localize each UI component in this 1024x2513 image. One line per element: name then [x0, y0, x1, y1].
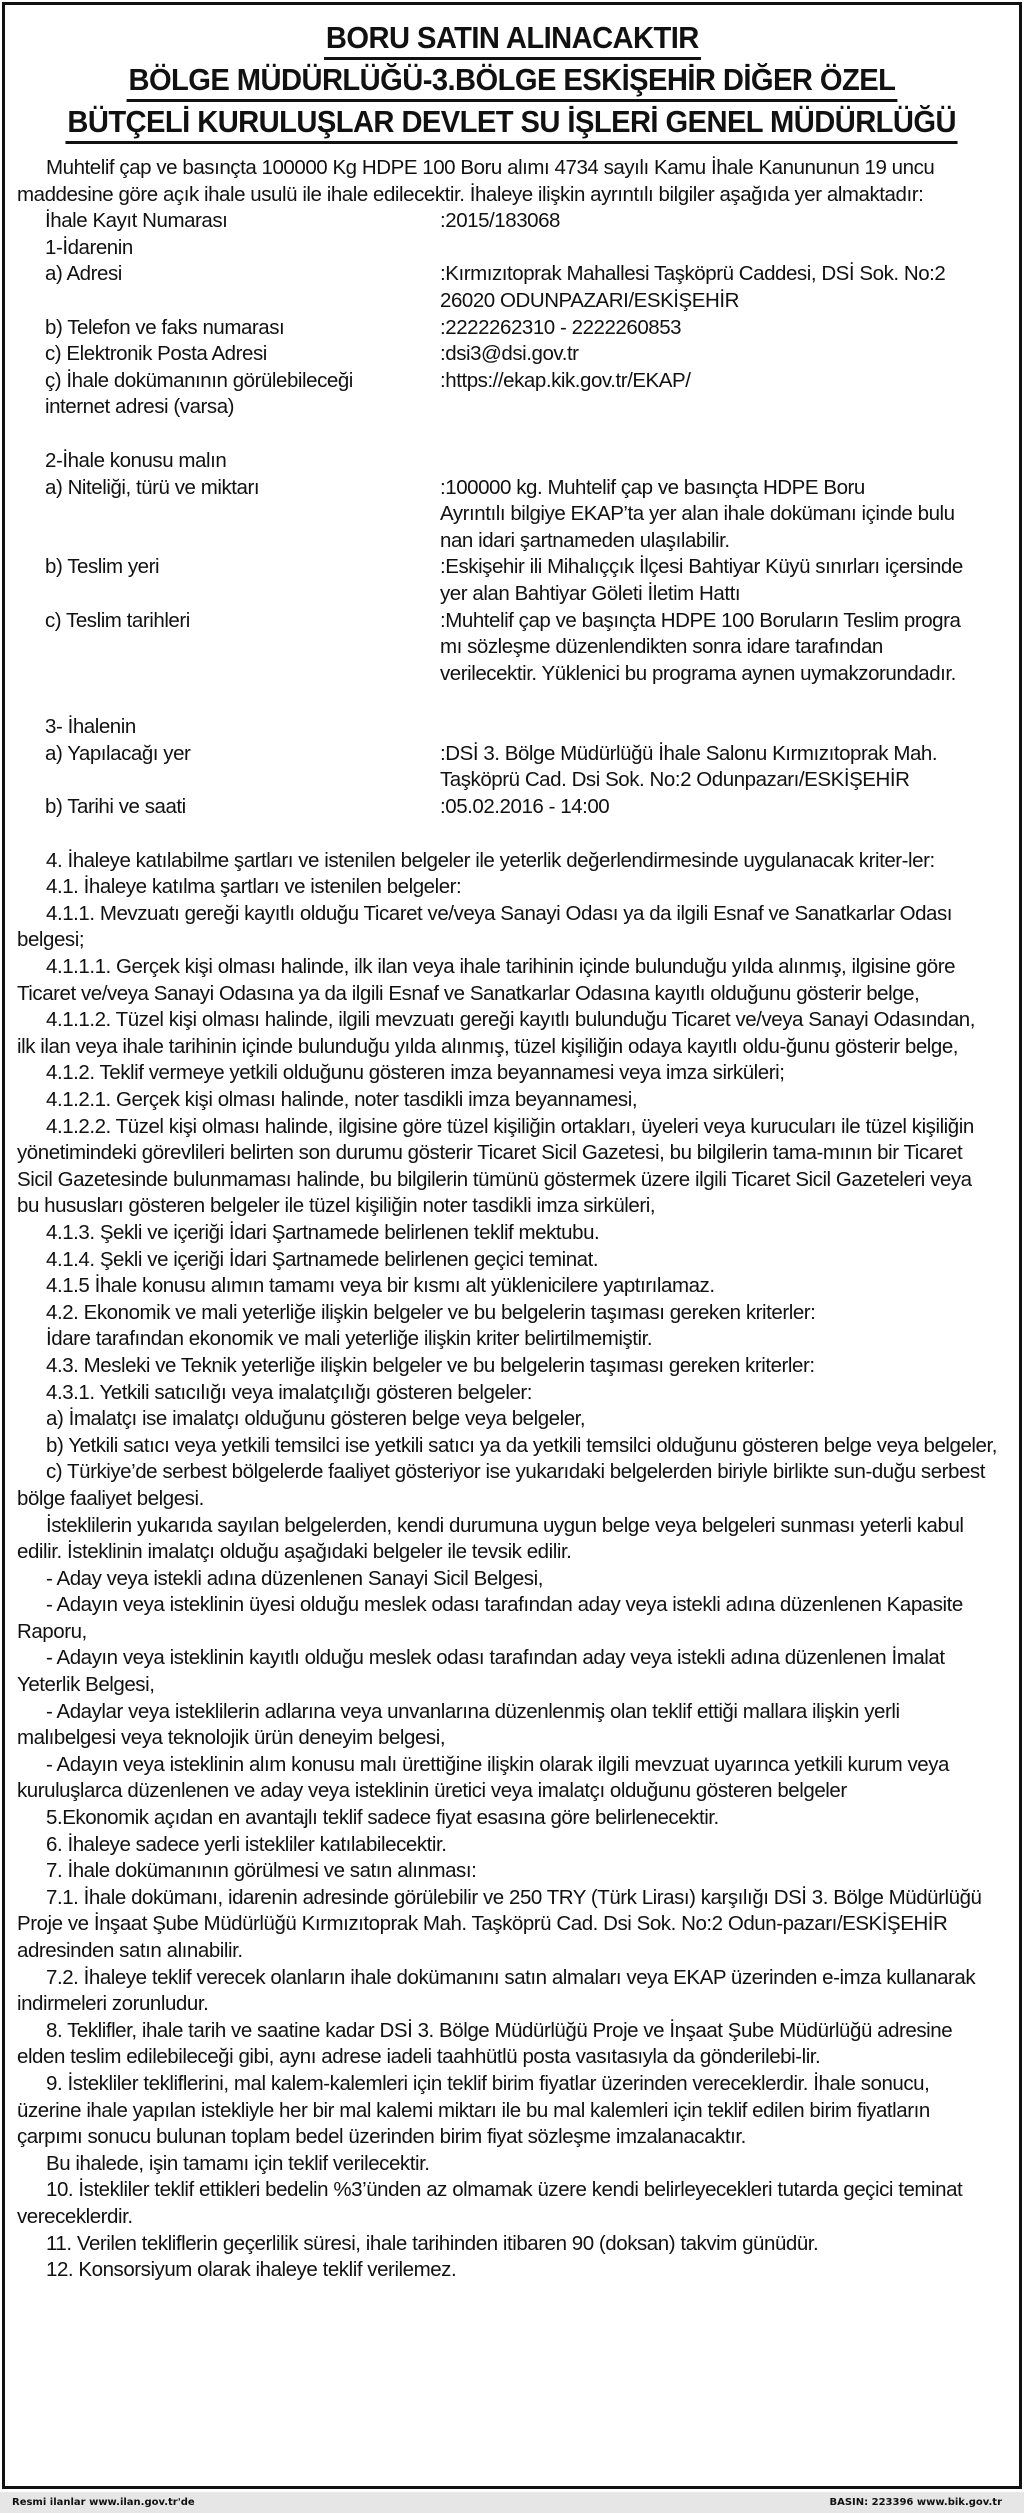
footer-official-notices-link[interactable]: Resmi ilanlar www.ilan.gov.tr'de: [12, 2497, 195, 2508]
section-1-row: [17, 261, 997, 314]
row-value: :2222262310 - 2222260853: [440, 315, 682, 339]
paragraph: 4.3. Mesleki ve Teknik yeterliğe ilişkin belgeler ve bu belgelerin taşıması gereken kriterler:: [46, 1353, 815, 1377]
paragraph: - Adayın veya isteklinin alım konusu malı ürettiğine ilişkin olarak ilgili mevzuat uyarınca yetkili kurum veya kuruluşlarca düzenlenen ve aday veya isteklinin üretici veya imalatçı olduğunu gösteren belgeler: [17, 1752, 950, 1803]
paragraph: a) İmalatçı ise imalatçı olduğunu gösteren belge veya belgeler,: [46, 1407, 586, 1431]
announcement-body: [5, 155, 1019, 2284]
row-value: :Muhtelif çap ve başınçta HDPE 100 Boruların Teslim progra mı sözleşme düzenlendikten sonra idare tarafından verilecektir. Yüklenici bu programa aynen uymakzorundadır.: [440, 608, 961, 685]
paragraph: 4.1.2.1. Gerçek kişi olması halinde, noter tasdikli imza beyannamesi,: [46, 1088, 638, 1111]
paragraph: 4.1.4. Şekli ve içeriği İdari Şartnamede belirlenen geçici teminat.: [46, 1247, 599, 1271]
paragraph: - Adaylar veya isteklilerin adlarına veya unvanlarına düzenlenmiş olan teklif ettiği mallara ilişkin yerli malıbelgesi veya teknolojik ürün deneyim belgesi,: [17, 1699, 900, 1750]
paragraph: İsteklilerin yukarıda sayılan belgelerden, kendi durumuna uygun belge veya belgeleri sunması yeterli kabul edilir. İsteklinin imalatçı olduğu aşağıdaki belgeler ile tevsik edilir.: [17, 1513, 964, 1564]
row-value: :dsi3@dsi.gov.tr: [440, 342, 579, 366]
row-value: :Eskişehir ili Mihalıççık İlçesi Bahtiyar Küyü sınırları içersinde yer alan Bahtiyar Göleti İletim Hattı: [440, 555, 963, 605]
paragraph: 4.1.2.2. Tüzel kişi olması halinde, ilgisine göre tüzel kişiliğin ortakları, üyeleri veya kurucuları ile tüzel kişiliğin yönetimindeki görevlileri belirten son durumu gösterir Ticaret Sicil Gazetesi, bu bilgilerin tama-mının bir Ticaret Sicil Gazetesinde bulunmaması halinde, bu bilgilerin tümünü göstermek üzere ilgili Ticaret Sicil Gazeteleri veya bu hususları gösteren belgeler ile tüzel kişiliğin noter tasdikli imza sirküleri,: [17, 1114, 974, 1218]
row-label: b) Teslim yeri: [45, 555, 160, 579]
paragraph: 7.2. İhaleye teklif verecek olanların ihale dokümanını satın almaları veya EKAP üzerinden e-imza kullanarak indirmeleri zorunludur.: [17, 1965, 976, 2016]
row-value: :Kırmızıtoprak Mahallesi Taşköprü Caddesi, DSİ Sok. No:2 26020 ODUNPAZARI/ESKİŞEHİR: [440, 262, 946, 312]
paragraph: 5.Ekonomik açıdan en avantajlı teklif sadece fiyat esasına göre belirlenecektir.: [46, 1806, 719, 1830]
row-value: :https://ekap.kik.gov.tr/EKAP/: [440, 368, 691, 392]
title-line-3: BÜTÇELİ KURULUŞLAR DEVLET SU İŞLERİ GENEL MÜDÜRLÜĞÜ: [66, 103, 958, 144]
title-line-1: BORU SATIN ALINACAKTIR: [324, 19, 701, 60]
paragraph: 4.1.5 İhale konusu alımın tamamı veya bir kısmı alt yüklenicilere yaptırılamaz.: [46, 1274, 715, 1298]
row-label: c) Elektronik Posta Adresi: [45, 342, 267, 366]
section-3-heading: 3- İhalenin: [45, 715, 136, 739]
paragraph: 4.1.2. Teklif vermeye yetkili olduğunu gösteren imza beyannamesi veya imza sirküleri;: [46, 1061, 785, 1085]
paragraph: 4.1.1. Mevzuatı gereği kayıtlı olduğu Ticaret ve/veya Sanayi Odası ya da ilgili Esnaf ve Sanatkarlar Odası belgesi;: [17, 901, 953, 952]
paragraph: 9. İstekliler tekliflerini, mal kalem-kalemleri için teklif birim fiyatlar üzerinden vereceklerdir. İhale sonucu, üzerine ihale yapılan istekliyle her bir mal kalemi miktarı ile bu mal kalemleri için teklif edilen birim fiyatların çarpımı sonucu bulunan toplam bedel üzerinden birim fiyat sözleşme imzalanacaktır.: [17, 2071, 930, 2149]
conditions-list: [17, 848, 997, 2284]
paragraph: - Aday veya istekli adına düzenlenen Sanayi Sicil Belgesi,: [46, 1566, 543, 1590]
paragraph: İdare tarafından ekonomik ve mali yeterliğe ilişkin kriter belirtilmemiştir.: [46, 1327, 653, 1351]
spacer: [17, 687, 997, 714]
row-label: a) Niteliği, türü ve miktarı: [45, 475, 260, 499]
row-label: a) Adresi: [45, 262, 122, 286]
paragraph: b) Yetkili satıcı veya yetkili temsilci ise yetkili satıcı ya da yetkili temsilci olduğunu gösteren belge veya belgeler,: [46, 1433, 997, 1457]
paragraph: 4.1.1.1. Gerçek kişi olması halinde, ilk ilan veya ihale tarihinin içinde bulunduğu yılda alınmış, ilgisine göre Ticaret ve/veya Sanayi Odasına ya da ilgili Esnaf ve Sanatkarlar Odasına kayıtlı olduğunu gösterir belge,: [17, 955, 956, 1005]
intro-paragraph: Muhtelif çap ve basınçta 100000 Kg HDPE 100 Boru alımı 4734 sayılı Kamu İhale Kanununun 19 uncu maddesine göre açık ihale usulü ile ihale edilecektir. İhaleye ilişkin ayrıntılı bilgiler aşağıda yer almaktadır:: [17, 156, 935, 206]
announcement-title: [5, 5, 1019, 145]
section-2-row: [17, 475, 997, 555]
section-1-row: [17, 315, 997, 342]
section-1-heading: 1-İdarenin: [45, 235, 133, 259]
paragraph: c) Türkiye’de serbest bölgelerde faaliyet gösteriyor ise yukarıdaki belgelerden biriyle birlikte sun-duğu serbest bölge faaliyet belgesi.: [17, 1460, 985, 1510]
row-label: c) Teslim tarihleri: [45, 608, 190, 632]
registry-label: İhale Kayıt Numarası: [45, 209, 228, 233]
registry-row: [17, 208, 997, 235]
footer-bar: [0, 2492, 1024, 2513]
paragraph: 4.2. Ekonomik ve mali yeterliğe ilişkin belgeler ve bu belgelerin taşıması gereken kriterler:: [46, 1300, 816, 1324]
title-line-2: BÖLGE MÜDÜRLÜĞÜ-3.BÖLGE ESKİŞEHİR DİĞER ÖZEL: [127, 61, 898, 102]
paragraph: 4.1.3. Şekli ve içeriği İdari Şartnamede belirlenen teklif mektubu.: [46, 1220, 600, 1244]
row-label: a) Yapılacağı yer: [45, 741, 191, 765]
paragraph: 7.1. İhale dokümanı, idarenin adresinde görülebilir ve 250 TRY (Türk Lirası) karşılığı DSİ 3. Bölge Müdürlüğü Proje ve İnşaat Şube Müdürlüğü Kırmızıtoprak Mah. Taşköprü Cad. Dsi Sok. No:2 Odun-pazarı/ESKİŞEHİR adresinden satın alınabilir.: [17, 1885, 982, 1962]
paragraph: 6. İhaleye sadece yerli istekliler katılabilecektir.: [46, 1832, 447, 1856]
row-label: ç) İhale dokümanının görülebileceği internet adresi (varsa): [45, 368, 353, 419]
paragraph: - Adayın veya isteklinin üyesi olduğu meslek odası tarafından aday veya istekli adına düzenlenen Kapasite Raporu,: [17, 1593, 963, 1643]
spacer: [17, 421, 997, 448]
paragraph: 11. Verilen tekliflerin geçerlilik süresi, ihale tarihinden itibaren 90 (doksan) takvim günüdür.: [46, 2231, 819, 2255]
row-value: :05.02.2016 - 14:00: [440, 795, 610, 819]
paragraph: 8. Teklifler, ihale tarih ve saatine kadar DSİ 3. Bölge Müdürlüğü Proje ve İnşaat Şube Müdürlüğü adresine elden teslim edilebileceği gibi, aynı adrese iadeli taahhütlü posta vasıtasıyla da gönderilebi-lir.: [17, 2018, 953, 2069]
footer-press-info[interactable]: BASIN: 223396 www.bik.gov.tr: [829, 2497, 1002, 2508]
paragraph: 12. Konsorsiyum olarak ihaleye teklif verilemez.: [46, 2258, 457, 2282]
section-1-row: [17, 368, 997, 421]
announcement-frame: [2, 2, 1022, 2489]
paragraph: 7. İhale dokümanının görülmesi ve satın alınması:: [46, 1859, 477, 1883]
section-1-row: [17, 341, 997, 368]
section-2-heading: 2-İhale konusu malın: [45, 448, 227, 472]
row-value: :100000 kg. Muhtelif çap ve basınçta HDPE Boru Ayrıntılı bilgiye EKAP’ta yer alan ihale dokümanı içinde bulu nan idari şartnameden ulaşılabilir.: [440, 475, 955, 552]
paragraph: 10. İstekliler teklif ettikleri bedelin %3’ünden az olmamak üzere kendi belirleyecekleri tutarda geçici teminat vereceklerdir.: [17, 2178, 963, 2228]
row-value: :DSİ 3. Bölge Müdürlüğü İhale Salonu Kırmızıtoprak Mah. Taşköprü Cad. Dsi Sok. No:2 Odunpazarı/ESKİŞEHİR: [440, 741, 938, 792]
section-3-row: [17, 794, 997, 821]
section-3-row: [17, 741, 997, 794]
registry-value: :2015/183068: [440, 209, 561, 233]
paragraph: 4.1. İhaleye katılma şartları ve istenilen belgeler:: [46, 875, 462, 899]
section-2-row: [17, 608, 997, 688]
section-2-row: [17, 554, 997, 607]
row-label: b) Tarihi ve saati: [45, 795, 186, 819]
spacer: [17, 821, 997, 848]
row-label: b) Telefon ve faks numarası: [45, 315, 285, 339]
paragraph: Bu ihalede, işin tamamı için teklif verilecektir.: [46, 2151, 430, 2175]
paragraph: - Adayın veya isteklinin kayıtlı olduğu meslek odası tarafından aday veya istekli adına düzenlenen İmalat Yeterlik Belgesi,: [17, 1646, 945, 1697]
paragraph: 4. İhaleye katılabilme şartları ve istenilen belgeler ile yeterlik değerlendirmesinde uygulanacak kriter-ler:: [46, 848, 935, 872]
paragraph: 4.1.1.2. Tüzel kişi olması halinde, ilgili mevzuatı gereği kayıtlı bulunduğu Ticaret ve/veya Sanayi Odasından, ilk ilan veya ihale tarihinin içinde bulunduğu yılda alınmış, tüzel kişiliğin odaya kayıtlı oldu-ğunu gösterir belge,: [17, 1008, 975, 1058]
paragraph: 4.3.1. Yetkili satıcılığı veya imalatçılığı gösteren belgeler:: [46, 1380, 533, 1404]
